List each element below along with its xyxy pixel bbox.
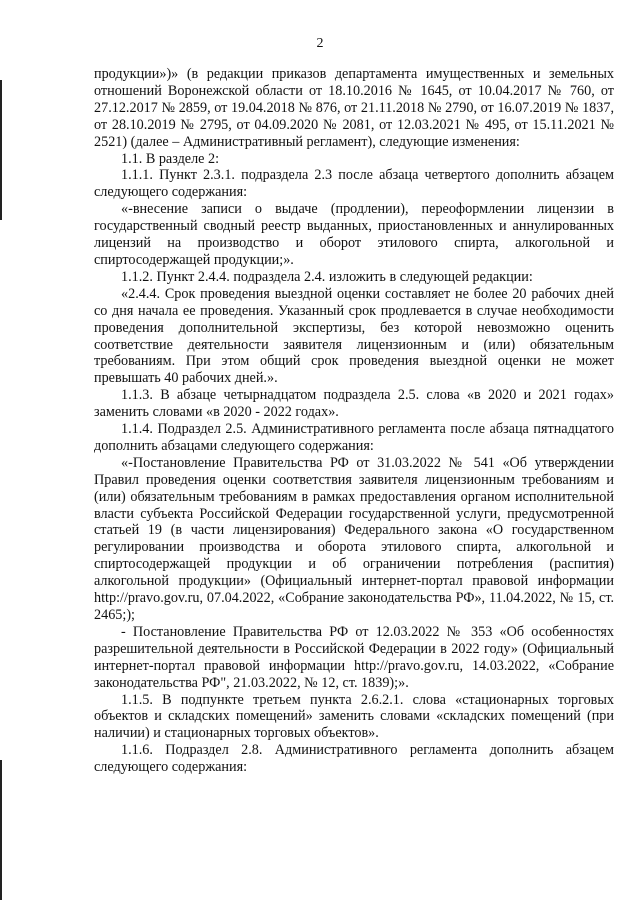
page-number: 2 bbox=[316, 36, 324, 51]
paragraph-1-1: 1.1. В разделе 2: bbox=[121, 150, 220, 167]
paragraph-quote-decree-541: «-Постановление Правительства РФ от 31.03.2022 № 541 «Об утверждении Правил проведения оценки соответствия заявителя лицензионным требованиям и (или) обязательным требованиям в рамках предоставления органом исполнительной власти субъекта Российской Федерации государственной услуги, предусмотренной статьей 19 (в части лицензирования) Федерального закона «О государственном регулировании производства и оборота этилового спирта, алкогольной и спиртосодержащей продукции и об ограничении потребления (распития) алкогольной продукции» (Официальный интернет-портал правовой информации http://pravo.gov.ru, 07.04.2022, «Собрание законодательства РФ», 11.04.2022, № 15, ст. 2465;); bbox=[94, 454, 614, 623]
paragraph-1-1-6: 1.1.6. Подраздел 2.8. Административного регламента дополнить абзацем следующего содержания: bbox=[94, 742, 614, 776]
scan-edge-bottom bbox=[0, 760, 2, 900]
paragraph-1-1-4: 1.1.4. Подраздел 2.5. Административного регламента после абзаца пятнадцатого дополнить абзацами следующего содержания: bbox=[94, 421, 614, 454]
paragraph-quote-2-4-4: «2.4.4. Срок проведения выездной оценки составляет не более 20 рабочих дней со дня начала ее проведения. Указанный срок продлевается в случае необходимости проведения дополнительной экспертизы, без которой невозможно оценить соответствие деятельности заявителя лицензионным и (или) обязательным требованиям. При этом общий срок проведения выездной оценки не может превышать 40 рабочих дней.». bbox=[94, 285, 614, 387]
paragraph-1-1-3: 1.1.3. В абзаце четырнадцатом подраздела 2.5. слова «в 2020 и 2021 годах» заменить словами «в 2020 - 2022 годах». bbox=[94, 387, 614, 421]
paragraph-1-1-1: 1.1.1. Пункт 2.3.1. подраздела 2.3 после абзаца четвертого дополнить абзацем следующего содержания: bbox=[94, 167, 614, 201]
paragraph-quote-license-entry: «-внесение записи о выдаче (продлении), переоформлении лицензии в государственный сводный реестр выданных, приостановленных и аннулированных лицензий на производство и оборот этилового спирта, алкогольной и спиртосодержащей продукции;». bbox=[94, 201, 614, 268]
paragraph-1-1-2: 1.1.2. Пункт 2.4.4. подраздела 2.4. изложить в следующей редакции: bbox=[121, 268, 533, 285]
document-body bbox=[94, 66, 614, 776]
paragraph-decree-353: - Постановление Правительства РФ от 12.03.2022 № 353 «Об особенностях разрешительной деятельности в Российской Федерации в 2022 году» (Официальный интернет-портал правовой информации http://pravo.gov.ru, 14.03.2022, «Собрание законодательства РФ", 21.03.2022, № 12, ст. 1839);». bbox=[94, 623, 614, 691]
paragraph-1-1-5: 1.1.5. В подпункте третьем пункта 2.6.2.1. слова «стационарных торговых объектов и складских помещений» заменить словами «складских помещений (при наличии) и стационарных торговых объектов». bbox=[94, 691, 614, 742]
scan-edge-top bbox=[0, 80, 2, 220]
paragraph-intro: продукции»)» (в редакции приказов департамента имущественных и земельных отношений Воронежской области от 18.10.2016 № 1645, от 10.04.2017 № 760, от 27.12.2017 № 2859, от 19.04.2018 № 876, от 21.11.2018 № 2790, от 16.07.2019 № 1837, от 28.10.2019 № 2795, от 04.09.2020 № 2081, от 12.03.2021 № 495, от 15.11.2021 № 2521) (далее – Административный регламент), следующие изменения: bbox=[94, 66, 614, 150]
